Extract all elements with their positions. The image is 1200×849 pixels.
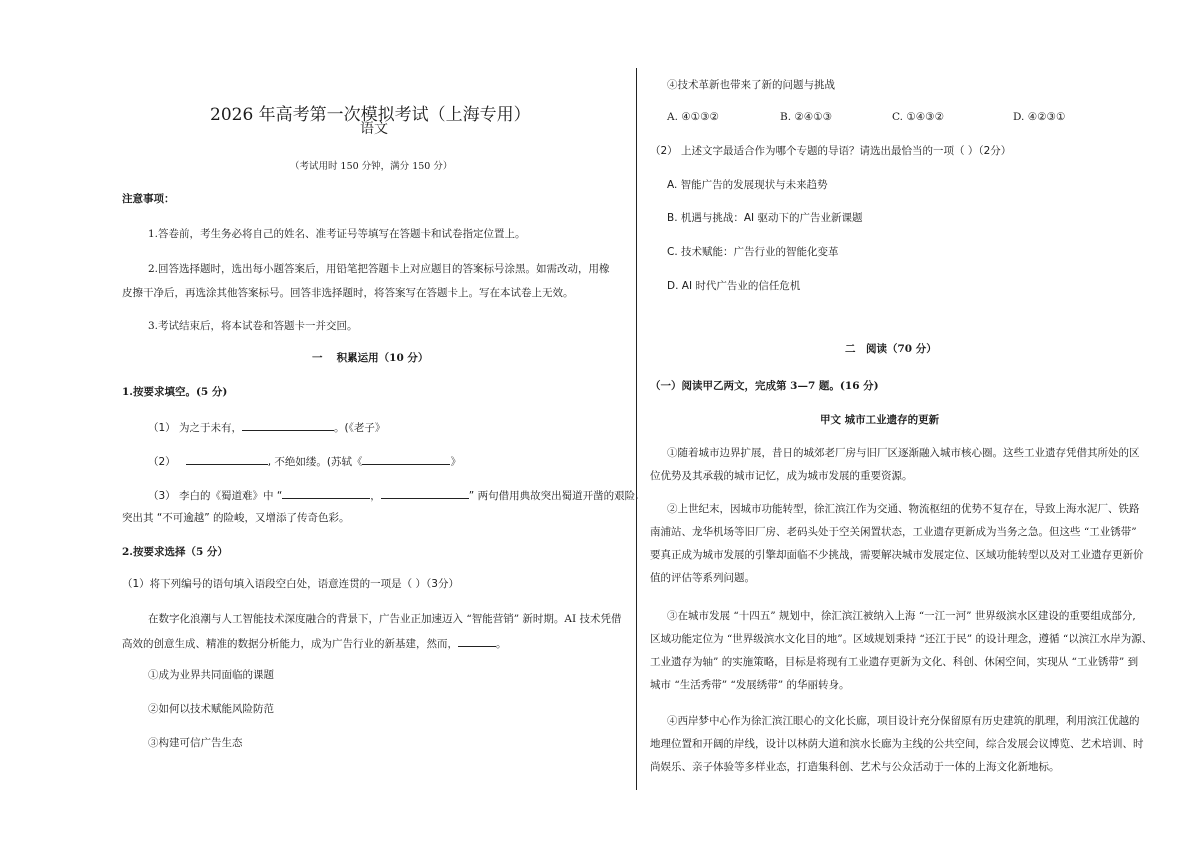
exam-subject: 语文	[360, 121, 388, 137]
para2-line-3: 要真正成为城市发展的引擎却面临不少挑战，需要解决城市发展定位、区域功能转型以及对工业遗存更新价	[650, 549, 1144, 561]
q1-item-3-blank-2[interactable]	[381, 487, 469, 499]
q1-item-2-prefix: （2）	[148, 456, 176, 468]
q1-item-2-title-blank[interactable]	[362, 453, 450, 465]
para1-line-1: ①随着城市边界扩展，昔日的城郊老厂房与旧厂区逐渐融入城市核心圈。这些工业遗存凭借其所处的区	[667, 447, 1140, 459]
q2-option-c[interactable]: C. ①④③②	[892, 111, 944, 123]
column-divider	[636, 68, 637, 790]
q2-choice-b[interactable]: B. 机遇与挑战：AI 驱动下的广告业新课题	[667, 212, 863, 224]
q2-option-a[interactable]: A. ④①③②	[667, 111, 719, 123]
q1-item-3-blank-1[interactable]	[282, 487, 370, 499]
q2-option-b[interactable]: B. ②④①③	[780, 111, 833, 123]
q2-choice-c[interactable]: C. 技术赋能：广告行业的智能化变革	[667, 246, 839, 258]
q2-sentence-4: ④技术革新也带来了新的问题与挑战	[667, 79, 835, 91]
q1-item-1	[148, 419, 385, 435]
q1-item-2-mid: , 不绝如缕。(苏轼《	[267, 456, 363, 468]
para4-line-3: 尚娱乐、亲子体验等多样业态，打造集科创、艺术与公众活动于一体的上海文化新地标。	[650, 761, 1060, 773]
q1-item-2	[148, 453, 461, 469]
reading-intro: （一）阅读甲乙两文，完成第 3—7 题。(16 分)	[650, 380, 879, 392]
q2-sub2: （2） 上述文字最适合作为哪个专题的导语？请选出最恰当的一项（ ）（2分）	[650, 145, 1012, 157]
notice-item-2-line-1: 2.回答选择题时，选出每小题答案后，用铅笔把答题卡上对应题目的答案标号涂黑。如需改动，用橡	[148, 263, 610, 275]
para3-line-1: ③在城市发展 “十四五” 规划中，徐汇滨江被纳入上海 “一江一河” 世界级滨水区建设的重要组成部分,	[667, 610, 1136, 622]
notice-item-2-line-2: 皮擦干净后，再选涂其他答案标号。回答非选择题时，将答案写在答题卡上。写在本试卷上无效。	[122, 287, 574, 299]
q1-item-3-line-2: 突出其 “不可逾越” 的险峻，又增添了传奇色彩。	[122, 512, 350, 524]
para4-line-1: ④西岸梦中心作为徐汇滨江眼心的文化长廊，项目设计充分保留原有历史建筑的肌理，利用滨江优越的	[667, 715, 1140, 727]
notice-item-3: 3.考试结束后，将本试卷和答题卡一并交回。	[148, 320, 358, 332]
q2-sentence-3: ③构建可信广告生态	[148, 737, 243, 749]
q2-choice-a[interactable]: A. 智能广告的发展现状与未来趋势	[667, 179, 828, 191]
q2-sentence-1: ①成为业界共同面临的课题	[148, 669, 274, 681]
para1-line-2: 位优势及其承载的城市记忆，成为城市发展的重要资源。	[650, 470, 913, 482]
q1-item-2-blank[interactable]	[186, 453, 268, 465]
exam-time-note: （考试用时 150 分钟，满分 150 分）	[290, 161, 453, 172]
q2-passage-blank[interactable]	[458, 635, 496, 647]
q1-item-3-line-1	[148, 487, 638, 503]
q1-title: 1.按要求填空。(5 分)	[122, 386, 228, 398]
q1-item-2-suffix: 》	[450, 456, 461, 468]
q2-choice-d[interactable]: D. AI 时代广告业的信任危机	[667, 280, 801, 292]
q2-sentence-2: ②如何以技术赋能风险防范	[148, 703, 274, 715]
q1-item-1-prefix: （1） 为之于未有，	[148, 422, 243, 434]
q2-passage-end: 。	[496, 638, 507, 650]
exam-title: 2026 年高考第一次模拟考试（上海专用）	[210, 105, 531, 125]
q2-passage-line-1: 在数字化浪潮与人工智能技术深度融合的背景下，广告业正加速迈入 “智能营销” 新时期。AI 技术凭借	[148, 613, 622, 625]
section1-heading: 一 积累运用（10 分）	[312, 352, 429, 364]
para3-line-3: 工业遗存为轴” 的实施策略，目标是将现有工业遗存更新为文化、科创、休闲空间，实现从 “工业锈带” 到	[650, 656, 1139, 668]
para3-line-2: 区域功能定位为 “世界级滨水文化目的地”。区域规划秉持 “还江于民” 的设计理念，遵循 “以滨江水岸为源、	[650, 633, 1153, 645]
q2-title: 2.按要求选择（5 分）	[122, 546, 228, 558]
q1-item-1-suffix: 。(《老子》	[334, 422, 386, 434]
q2-passage-line-2	[122, 635, 507, 651]
q2-passage-text: 高效的创意生成、精准的数据分析能力，成为广告行业的新基建，然而，	[122, 638, 458, 650]
notice-item-1: 1.答卷前，考生务必将自己的姓名、准考证号等填写在答题卡和试卷指定位置上。	[148, 228, 526, 240]
q1-item-3-prefix: （3） 李白的《蜀道难》中 “	[148, 490, 283, 502]
q1-item-1-blank[interactable]	[242, 419, 334, 431]
para4-line-2: 地理位置和开阔的岸线，设计以林荫大道和滨水长廊为主线的公共空间，综合发展会议博览、艺术培训、时	[650, 738, 1144, 750]
q1-item-3-mid: ，	[370, 490, 381, 502]
notice-heading: 注意事项：	[122, 193, 175, 205]
para2-line-1: ②上世纪末，因城市功能转型，徐汇滨江作为交通、物流枢纽的优势不复存在，导致上海水泥厂、铁路	[667, 503, 1140, 515]
para2-line-4: 值的评估等系列问题。	[650, 572, 755, 584]
para2-line-2: 南浦站、龙华机场等旧厂房、老码头处于空关闲置状态，工业遗存更新成为当务之急。但这些 “工业锈带”	[650, 526, 1137, 538]
text-a-title: 甲文 城市工业遗存的更新	[820, 414, 940, 426]
section2-heading: 二 阅读（70 分）	[845, 343, 937, 355]
para3-line-4: 城市 “生活秀带” “发展绣带” 的华丽转身。	[650, 679, 850, 691]
q2-option-d[interactable]: D. ④②③①	[1013, 111, 1066, 123]
q1-item-3-suffix: ” 两句借用典故突出蜀道开凿的艰险,	[468, 490, 639, 502]
q2-sub1: （1）将下列编号的语句填入语段空白处，语意连贯的一项是（ ）（3分）	[122, 578, 459, 590]
